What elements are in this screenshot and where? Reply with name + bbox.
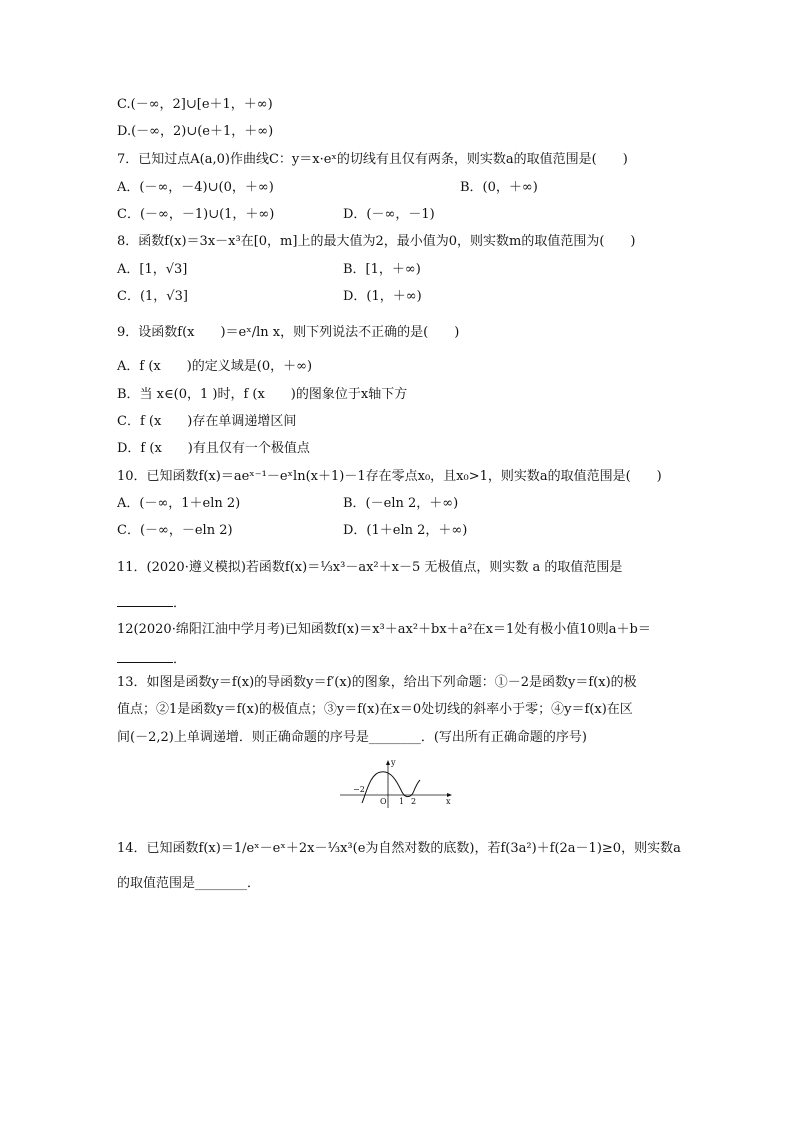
q8-option-d: D．(1，＋∞) [343, 289, 422, 304]
derivative-graph [336, 758, 456, 810]
q9-option-b: B．当 x∈(0，1 )时，f (x )的图象位于x轴下方 [117, 387, 408, 402]
q10-options-ab [117, 496, 459, 512]
y-axis-label: y [391, 758, 396, 767]
question-10: 10．已知函数f(x)＝aeˣ⁻¹－eˣln(x＋1)－1存在零点x₀，且x₀>1，则实数a的取值范围是( ) [117, 469, 662, 484]
q7-option-a: A．(－∞，－4)∪(0，＋∞) [117, 180, 274, 195]
q7-option-c: C．(－∞，－1)∪(1，＋∞) [117, 207, 275, 222]
q9-option-c: C．f (x )存在单调递增区间 [117, 414, 297, 429]
origin-label: O [380, 797, 387, 806]
q8-option-b: B．[1，＋∞) [343, 262, 421, 277]
question-8: 8．函数f(x)＝3x－x³在[0，m]上的最大值为2，最小值为0，则实数m的取值范围为( ) [117, 234, 636, 249]
question-14-line-2: 的取值范围是________． [117, 876, 261, 891]
q8-options-cd [117, 289, 422, 305]
q12-period: ． [173, 652, 187, 667]
q7-options-cd [117, 207, 435, 223]
q11-answer-line [117, 594, 186, 612]
q11-period: ． [173, 596, 187, 611]
tick-label-1: 1 [399, 797, 405, 806]
q7-option-b: B．(0，＋∞) [460, 180, 538, 195]
q8-option-a: A．[1，√3] [117, 262, 188, 277]
q7-options-ab [117, 180, 538, 196]
q10-option-a: A．(－∞，1＋eln 2) [117, 496, 241, 511]
question-13-line-2: 值点；②1是函数y＝f(x)的极值点；③y＝f(x)在x＝0处切线的斜率小于零；④y＝f(x)在区 [117, 702, 633, 717]
y-axis-arrow [386, 760, 390, 765]
derivative-graph-svg [336, 758, 456, 810]
q10-option-d: D．(1＋eln 2，＋∞) [343, 523, 468, 538]
question-7: 7．已知过点A(a,0)作曲线C：y＝x·eˣ的切线有且仅有两条，则实数a的取值范围是( ) [117, 152, 628, 167]
question-12: 12(2020·绵阳江油中学月考)已知函数f(x)＝x³＋ax²＋bx＋a²在x＝1处有极小值10则a＋b＝ [117, 622, 651, 637]
question-13-line-3: 间(－2,2)上单调递增．则正确命题的序号是________．(写出所有正确命题的序号) [117, 730, 587, 745]
q10-option-b: B．(－eln 2，＋∞) [343, 496, 459, 511]
tick-label-2: 2 [411, 797, 417, 806]
tick-label-neg2: −2 [353, 785, 365, 794]
q11-answer-blank[interactable] [117, 594, 173, 607]
question-13-line-1: 13．如图是函数y＝f(x)的导函数y＝f′(x)的图象，给出下列命题：①－2是函数y＝f(x)的极 [117, 675, 637, 690]
q10-option-c: C．(－∞，－eln 2) [117, 523, 233, 538]
q7-option-d: D．(－∞，－1) [343, 207, 435, 222]
q8-option-c: C．(1，√3] [117, 289, 188, 304]
q6-option-d: D.(－∞，2)∪(e＋1，＋∞) [117, 124, 274, 139]
q6-option-c: C.(－∞，2]∪[e＋1，＋∞) [117, 97, 273, 112]
q9-option-a: A．f (x )的定义域是(0，＋∞) [117, 359, 313, 374]
question-14: 14．已知函数f(x)＝1/eˣ－eˣ＋2x－⅓x³(e为自然对数的底数)，若f(3a²)＋f(2a－1)≥0，则实数a [117, 841, 681, 856]
q12-answer-blank[interactable] [117, 650, 173, 663]
question-9: 9．设函数f(x )＝eˣ/ln x，则下列说法不正确的是( ) [117, 325, 460, 340]
q10-options-cd [117, 523, 468, 539]
q9-option-d: D．f (x )有且仅有一个极值点 [117, 441, 310, 456]
q8-options-ab [117, 262, 421, 278]
question-11: 11．(2020·遵义模拟)若函数f(x)＝⅓x³－ax²＋x－5 无极值点，则实数 a 的取值范围是 [117, 560, 623, 575]
x-axis-label: x [446, 797, 451, 806]
q12-answer-line [117, 650, 186, 668]
